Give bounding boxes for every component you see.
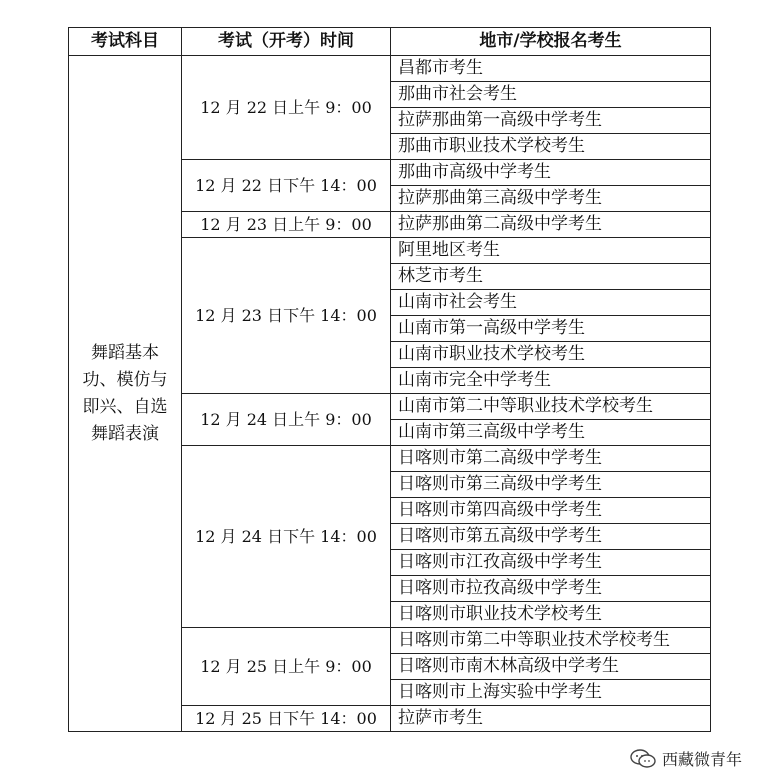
exam-time-cell: 12 月 24 日上午 9：00 [182, 394, 391, 446]
candidate-group-cell: 山南市社会考生 [391, 290, 711, 316]
exam-time-cell: 12 月 25 日下午 14：00 [182, 706, 391, 732]
candidate-group-cell: 那曲市社会考生 [391, 82, 711, 108]
candidate-group-cell: 拉萨那曲第三高级中学考生 [391, 186, 711, 212]
candidate-group-cell: 阿里地区考生 [391, 238, 711, 264]
candidate-group-cell: 山南市第一高级中学考生 [391, 316, 711, 342]
exam-time-cell: 12 月 22 日下午 14：00 [182, 160, 391, 212]
candidate-group-cell: 日喀则市拉孜高级中学考生 [391, 576, 711, 602]
candidate-group-cell: 山南市职业技术学校考生 [391, 342, 711, 368]
watermark [630, 747, 742, 770]
candidate-group-cell: 日喀则市南木林高级中学考生 [391, 654, 711, 680]
table-body [69, 56, 711, 732]
subject-cell: 舞蹈基本功、模仿与即兴、自选舞蹈表演 [69, 56, 182, 732]
candidate-group-cell: 那曲市高级中学考生 [391, 160, 711, 186]
candidate-group-cell: 拉萨那曲第二高级中学考生 [391, 212, 711, 238]
exam-schedule-table [68, 27, 711, 732]
header-time: 考试（开考）时间 [182, 28, 391, 56]
exam-time-cell: 12 月 24 日下午 14：00 [182, 446, 391, 628]
candidate-group-cell: 林芝市考生 [391, 264, 711, 290]
candidate-group-cell: 山南市第三高级中学考生 [391, 420, 711, 446]
exam-time-cell: 12 月 25 日上午 9：00 [182, 628, 391, 706]
exam-time-cell: 12 月 23 日下午 14：00 [182, 238, 391, 394]
exam-time-cell: 12 月 23 日上午 9：00 [182, 212, 391, 238]
wechat-icon [630, 749, 656, 769]
table-header-row [69, 28, 711, 56]
candidate-group-cell: 日喀则市职业技术学校考生 [391, 602, 711, 628]
header-candidates: 地市/学校报名考生 [391, 28, 711, 56]
candidate-group-cell: 日喀则市第五高级中学考生 [391, 524, 711, 550]
candidate-group-cell: 日喀则市第二高级中学考生 [391, 446, 711, 472]
candidate-group-cell: 拉萨市考生 [391, 706, 711, 732]
candidate-group-cell: 日喀则市第三高级中学考生 [391, 472, 711, 498]
exam-time-cell: 12 月 22 日上午 9：00 [182, 56, 391, 160]
watermark-text: 西藏微青年 [661, 750, 742, 769]
candidate-group-cell: 山南市完全中学考生 [391, 368, 711, 394]
table-row [69, 56, 711, 82]
candidate-group-cell: 昌都市考生 [391, 56, 711, 82]
candidate-group-cell: 那曲市职业技术学校考生 [391, 134, 711, 160]
candidate-group-cell: 日喀则市第四高级中学考生 [391, 498, 711, 524]
candidate-group-cell: 日喀则市江孜高级中学考生 [391, 550, 711, 576]
candidate-group-cell: 山南市第二中等职业技术学校考生 [391, 394, 711, 420]
candidate-group-cell: 日喀则市第二中等职业技术学校考生 [391, 628, 711, 654]
candidate-group-cell: 日喀则市上海实验中学考生 [391, 680, 711, 706]
header-subject: 考试科目 [69, 28, 182, 56]
candidate-group-cell: 拉萨那曲第一高级中学考生 [391, 108, 711, 134]
